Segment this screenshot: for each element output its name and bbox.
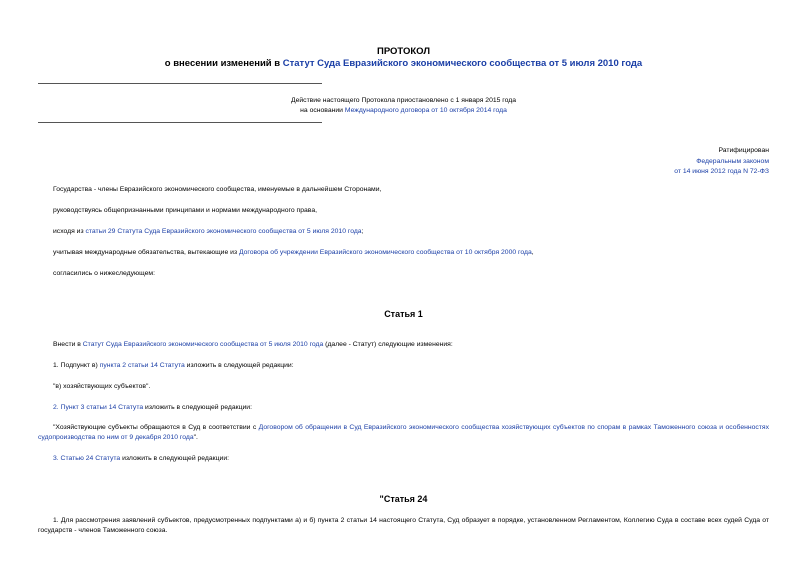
preamble-paragraph — [53, 228, 363, 235]
article-text: Внести в — [53, 341, 83, 348]
document-title: ПРОТОКОЛ — [376, 46, 430, 57]
preamble-text: учитывая международные обязательства, вытекающие из — [53, 249, 239, 256]
statute-article24-link[interactable]: 3. Статью 24 Статута — [53, 455, 121, 462]
court-appeal-treaty-link[interactable]: Договором об обращении в Суд Евразийского экономического сообщества хозяйствующих субъектов по спорам в рамках Таможенного союза и особенностях судопроизводства по ним от 9 декабря 2010 года — [38, 424, 769, 441]
article-text: ". — [193, 433, 198, 441]
preamble-paragraph: Государства - члены Евразийского экономического сообщества, именуемые в дальнейшем Сторонами, — [53, 186, 382, 193]
federal-law-link[interactable]: Федеральным законом — [696, 157, 769, 165]
article-text: (далее - Статут) следующие изменения: — [323, 341, 453, 348]
article-text: изложить в следующей редакции: — [143, 404, 252, 411]
article1-item3 — [53, 455, 229, 462]
international-treaty-link[interactable]: Международного договора от 10 октября 2014 года — [344, 107, 507, 114]
statute-link[interactable]: Статут Суда Евразийского экономического сообщества от 5 июля 2010 года — [282, 58, 643, 69]
article-text: изложить в следующей редакции: — [184, 362, 294, 369]
ratification-block — [674, 146, 769, 178]
divider-top — [38, 83, 322, 84]
article1-item2-quote — [38, 423, 769, 442]
preamble-text: исходя из — [53, 228, 86, 235]
ratification-label: Ратифицирован — [718, 147, 769, 154]
status-note-line1: Действие настоящего Протокола приостановлено с 1 января 2015 года — [290, 97, 517, 104]
status-note-text: на основании — [300, 107, 345, 114]
statute-article29-link[interactable]: статьи 29 Статута Суда Евразийского экономического сообщества от 5 июля 2010 года — [85, 228, 362, 235]
article-text: 1. Подпункт в) — [53, 362, 100, 369]
preamble-paragraph: согласились о нижеследующем: — [53, 270, 155, 277]
article-text: изложить в следующей редакции: — [120, 455, 230, 462]
article-text: "Хозяйствующие субъекты обращаются в Суд в соответствии с — [53, 424, 259, 431]
status-note-line2 — [0, 107, 807, 114]
subtitle-text: о внесении изменений в — [164, 58, 283, 69]
article24-paragraph1: 1. Для рассмотрения заявлений субъектов, предусмотренных подпунктами а) и б) пункта 2 статьи 14 настоящего Статута, Суд образует в порядке, установленном Регламентом, Коллегию Суда в составе всех судей Суда от государств - членов Таможенного союза. — [38, 517, 769, 534]
article24-heading: "Статья 24 — [379, 494, 428, 504]
preamble-paragraph — [53, 249, 534, 256]
preamble-text: ; — [361, 228, 364, 235]
article1-item1-quote: "в) хозяйствующих субъектов". — [53, 383, 151, 390]
statute-link[interactable]: Статут Суда Евразийского экономического сообщества от 5 июля 2010 года — [82, 341, 324, 348]
article1-item1 — [53, 362, 294, 369]
preamble-text: , — [531, 249, 534, 256]
statute-article14-p2-link[interactable]: пункта 2 статьи 14 Статута — [99, 362, 185, 369]
article1-item2 — [53, 404, 252, 411]
article1-intro — [53, 341, 453, 348]
document-subtitle — [0, 58, 807, 69]
article1-heading: Статья 1 — [384, 309, 423, 319]
preamble-paragraph: руководствуясь общепризнанными принципами и нормами международного права, — [53, 207, 317, 214]
eurasec-treaty-link[interactable]: Договора об учреждении Евразийского экономического сообщества от 10 октября 2000 года — [238, 249, 532, 256]
divider-bottom — [38, 122, 322, 123]
federal-law-date-link[interactable]: от 14 июня 2012 года N 72-ФЗ — [674, 168, 769, 175]
statute-article14-p3-link[interactable]: 2. Пункт 3 статьи 14 Статута — [53, 404, 144, 411]
